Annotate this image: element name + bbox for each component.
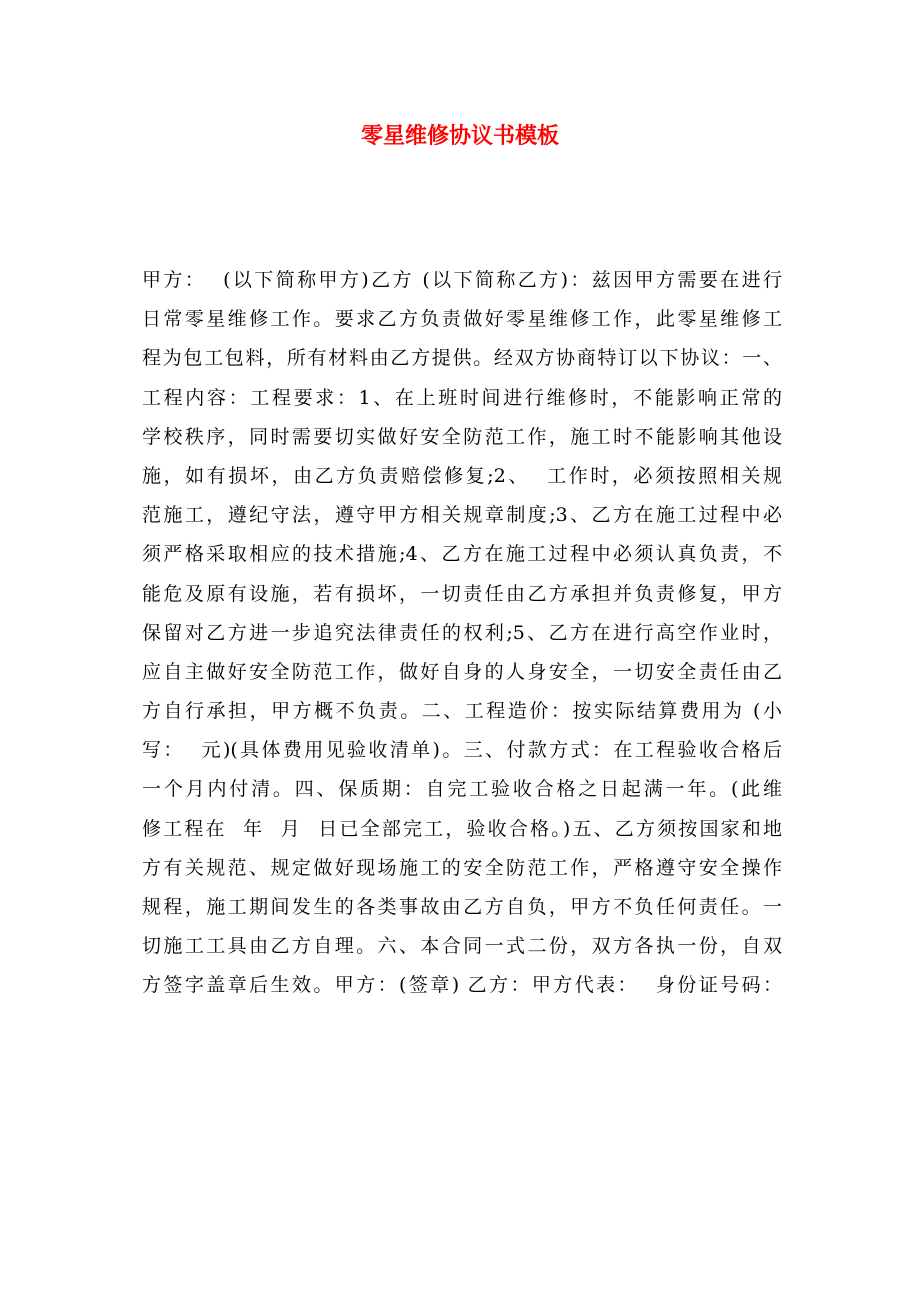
body-line: 范施工，遵纪守法，遵守甲方相关规章制度;3、乙方在施工过程中必 — [142, 504, 782, 527]
body-line: 修工程在 年 月 日已全部完工，验收合格。)五、乙方须按国家和地 — [142, 817, 782, 840]
body-line: 工程内容：工程要求：1、在上班时间进行维修时，不能影响正常的 — [142, 386, 782, 409]
body-line: 方有关规范、规定做好现场施工的安全防范工作，严格遵守安全操作 — [142, 856, 782, 879]
document-body — [142, 261, 782, 1006]
body-line: 能危及原有设施，若有损坏，一切责任由乙方承担并负责修复，甲方 — [142, 582, 782, 605]
body-line: 日常零星维修工作。要求乙方负责做好零星维修工作，此零星维修工 — [142, 308, 782, 331]
body-line: 一个月内付清。四、保质期：自完工验收合格之日起满一年。(此维 — [142, 778, 782, 801]
body-line: 写： 元)(具体费用见验收清单)。三、付款方式：在工程验收合格后 — [142, 739, 782, 762]
body-line: 施，如有损坏，由乙方负责赔偿修复;2、 工作时，必须按照相关规 — [142, 464, 782, 487]
document-title: 零星维修协议书模板 — [360, 123, 559, 149]
body-line: 保留对乙方进一步追究法律责任的权利;5、乙方在进行高空作业时， — [142, 621, 782, 644]
body-line: 须严格采取相应的技术措施;4、乙方在施工过程中必须认真负责，不 — [142, 543, 782, 566]
body-line: 方签字盖章后生效。甲方：(签章) 乙方：甲方代表： 身份证号码： — [142, 974, 782, 997]
body-line: 规程，施工期间发生的各类事故由乙方自负，甲方不负任何责任。一 — [142, 896, 782, 918]
body-line: 甲方： (以下简称甲方)乙方 (以下简称乙方)：兹因甲方需要在进行 — [142, 269, 782, 291]
body-line: 方自行承担，甲方概不负责。二、工程造价：按实际结算费用为 (小 — [142, 700, 782, 723]
body-line: 程为包工包料，所有材料由乙方提供。经双方协商特订以下协议：一、 — [142, 347, 782, 370]
body-line: 应自主做好安全防范工作，做好自身的人身安全，一切安全责任由乙 — [142, 660, 782, 683]
body-line: 学校秩序，同时需要切实做好安全防范工作，施工时不能影响其他设 — [142, 425, 782, 448]
body-line: 切施工工具由乙方自理。六、本合同一式二份，双方各执一份，自双 — [142, 935, 782, 958]
